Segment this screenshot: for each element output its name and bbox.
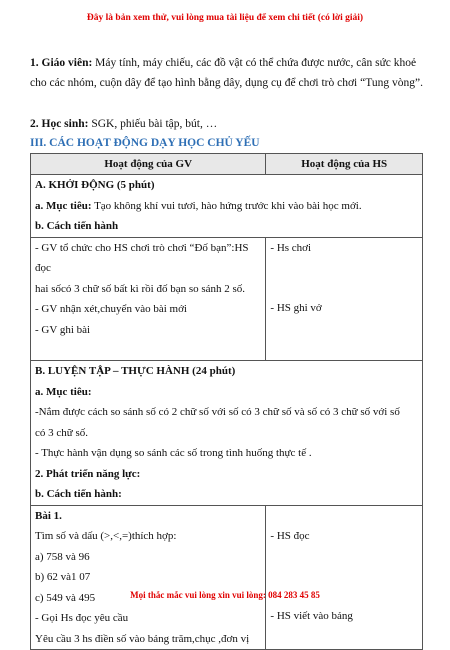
student-text: SGK, phiếu bài tập, bút, … bbox=[88, 118, 218, 130]
list-item: - Thực hành vận dụng so sánh các số trong tình huống thực tế . bbox=[35, 447, 312, 459]
teacher-materials bbox=[30, 53, 430, 93]
list-item: Tìm số và dấu (>,<,=)thích hợp: bbox=[35, 530, 177, 542]
warmup-student-cell bbox=[266, 237, 423, 361]
table-row bbox=[31, 505, 423, 650]
table-row bbox=[31, 237, 423, 361]
list-item: - HS viết vào bảng bbox=[270, 610, 353, 622]
practice-goal-label: a. Mục tiêu: bbox=[35, 385, 92, 398]
list-item: - HS ghi vở bbox=[270, 302, 322, 314]
list-item: - GV nhận xét,chuyển vào bài mới bbox=[35, 303, 187, 315]
list-item: có 3 chữ số. bbox=[35, 426, 89, 439]
list-item bbox=[270, 546, 418, 566]
list-item: a) 758 và 96 bbox=[35, 550, 90, 563]
warmup-goal: a. Mục tiêu: Tạo không khí vui tươi, hào hứng trước khi vào bài học mới. bbox=[35, 199, 362, 212]
practice-heading: B. LUYỆN TẬP – THỰC HÀNH (24 phút) bbox=[35, 365, 236, 377]
section-title: III. CÁC HOẠT ĐỘNG DẠY HỌC CHỦ YẾU bbox=[30, 137, 260, 149]
table-header-row bbox=[31, 154, 423, 175]
practice-section bbox=[31, 361, 423, 506]
list-item: - GV ghi bài bbox=[35, 323, 91, 336]
exercise-title: Bài 1. bbox=[35, 509, 62, 522]
col-teacher-header: Hoạt động của GV bbox=[31, 154, 266, 175]
list-item: -Nắm được cách so sánh số có 2 chữ số với số có 3 chữ số và số có 3 chữ số với số bbox=[35, 406, 400, 418]
teacher-label: 1. Giáo viên: bbox=[30, 57, 93, 69]
list-item: hai sốcó 3 chữ số bất kì rồi đố bạn so sánh 2 số. bbox=[35, 282, 246, 295]
preview-banner: Đây là bản xem thử, vui lòng mua tài liệu để xem chi tiết (có lời giải) bbox=[86, 13, 364, 23]
teacher-text: Máy tính, máy chiếu, các đồ vật có thể chứa được nước, cân sức khoẻ cho các nhóm, cuộn dây để tạo hình bằng dây, dụng cụ để chơi trò chơi “Tung vòng”. bbox=[30, 57, 423, 89]
exercise-student-cell bbox=[266, 505, 423, 650]
practice-competency: 2. Phát triển năng lực: bbox=[35, 467, 141, 480]
exercise-teacher-cell bbox=[31, 505, 266, 650]
contact-footer: Mọi thắc mắc vui lòng xin vui lòng: 084 283 45 85 bbox=[130, 590, 320, 600]
practice-method: b. Cách tiến hành: bbox=[35, 488, 122, 500]
list-item: - Hs chơi bbox=[270, 241, 312, 254]
warmup-heading: A. KHỞI ĐỘNG (5 phút) bbox=[35, 179, 155, 191]
warmup-method: b. Cách tiến hành bbox=[35, 220, 119, 232]
table-row bbox=[31, 361, 423, 506]
student-label: 2. Học sinh: bbox=[30, 118, 89, 130]
list-item: b) 62 và1 07 bbox=[35, 571, 91, 583]
list-item: - HS đọc bbox=[270, 529, 310, 542]
list-item: - GV tổ chức cho HS chơi trò chơi “Đố bạn”:HS đọc bbox=[35, 241, 249, 274]
table-row bbox=[31, 175, 423, 238]
list-item bbox=[270, 258, 418, 278]
col-student-header: Hoạt động của HS bbox=[266, 154, 423, 175]
activity-table bbox=[30, 153, 423, 650]
list-item: c) 549 và 495 bbox=[35, 591, 96, 604]
list-item bbox=[270, 278, 418, 298]
list-item bbox=[270, 566, 418, 586]
list-item bbox=[270, 506, 418, 526]
list-item: Yêu cầu 3 hs điền số vào bảng trăm,chục ,đơn vị bbox=[35, 632, 250, 645]
student-materials bbox=[30, 114, 430, 134]
list-item: - Gọi Hs đọc yêu cầu bbox=[35, 612, 129, 624]
warmup-teacher-cell bbox=[31, 237, 266, 361]
warmup-section bbox=[31, 175, 423, 238]
